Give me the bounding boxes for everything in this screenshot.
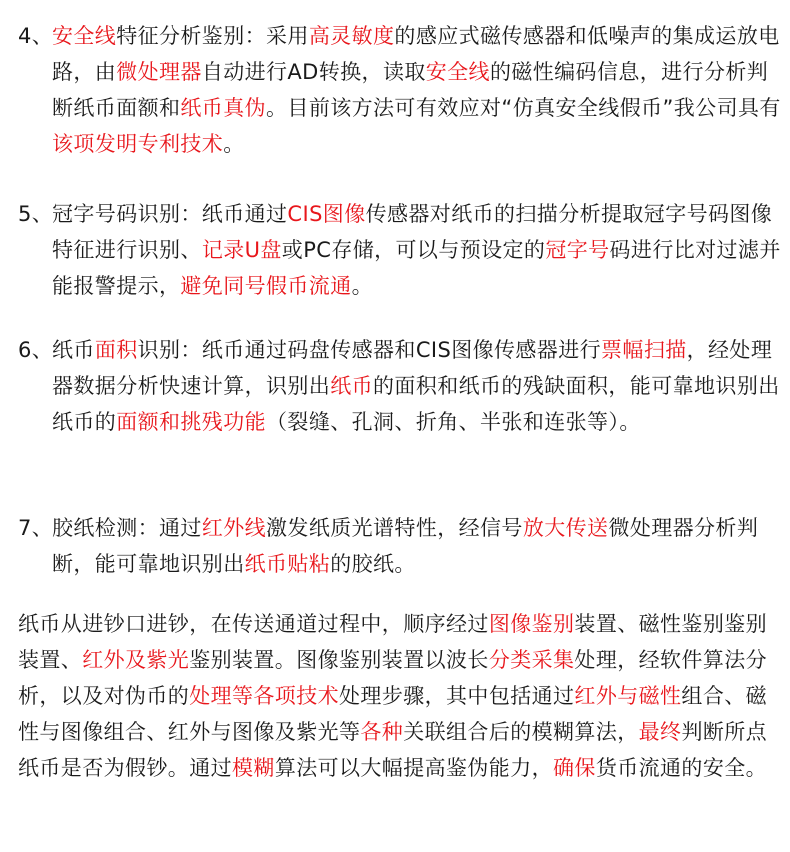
- text-segment: 微处理器: [116, 60, 202, 84]
- text-segment: 纸币贴粘: [244, 552, 331, 576]
- text-segment: 红外线: [201, 516, 267, 540]
- item-text: [52, 196, 783, 304]
- text-segment: 货币流通的安全。: [595, 756, 768, 780]
- text-segment: （裂缝、孔洞、折角、半张和连张等）。: [266, 410, 641, 434]
- text-segment: 分类采集: [488, 648, 575, 672]
- text-segment: 的磁性编码信息，进行分析判断纸币面额和: [52, 60, 769, 120]
- text-segment: 面积: [94, 338, 138, 362]
- text-segment: 传感器对纸币的扫描分析提取冠字号码图像特征进行识别、: [52, 202, 773, 262]
- text-segment: 安全线: [52, 24, 117, 48]
- text-segment: 面额和挑残功能: [116, 410, 267, 434]
- text-segment: 或PC存储，可以与预设定的: [281, 238, 546, 262]
- feature-item-area-recognition: [18, 332, 783, 440]
- item-number: 5、: [18, 202, 54, 226]
- text-segment: 的面积和纸币的残缺面积，能可靠地识别出纸币的: [52, 374, 780, 434]
- text-segment: 。: [351, 274, 374, 298]
- feature-item-security-thread: [18, 18, 783, 162]
- item-text: [52, 510, 783, 582]
- text-segment: 放大传送: [522, 516, 609, 540]
- text-segment: 。目前该方法可有效应对“仿真安全线假币”我公司具有: [266, 96, 781, 120]
- text-segment: 冠字号: [545, 238, 610, 262]
- text-segment: 的胶纸。: [330, 552, 416, 576]
- text-segment: 高灵敏度: [308, 24, 395, 48]
- text-segment: 激发纸质光谱特性，经信号: [266, 516, 523, 540]
- text-segment: 确保: [553, 756, 596, 780]
- item-text: [52, 332, 783, 440]
- text-segment: 避免同号假币流通: [180, 274, 352, 298]
- text-segment: 码进行比对过滤并能报警提示，: [52, 238, 781, 298]
- text-segment: 关联组合后的模糊算法，: [403, 720, 639, 744]
- text-segment: CIS图像: [287, 202, 366, 226]
- text-segment: 红外及紫光: [82, 648, 190, 672]
- feature-item-tape-detection: [18, 510, 783, 582]
- text-segment: 组合、磁性与图像组合、红外与图像及紫光等: [18, 684, 768, 744]
- item-number: 4、: [18, 24, 54, 48]
- item-text: [52, 18, 783, 162]
- summary-paragraph: [18, 606, 778, 786]
- text-segment: 最终: [638, 720, 682, 744]
- text-segment: 纸币: [330, 374, 374, 398]
- item-number: 6、: [18, 338, 54, 362]
- text-segment: 记录U盘: [201, 238, 282, 262]
- text-segment: ，经处理器数据分析快速计算，识别出: [52, 338, 773, 398]
- text-segment: 的感应式磁传感器和低噪声的集成运放电路，由: [52, 24, 780, 84]
- text-segment: 特征分析鉴别：采用: [116, 24, 309, 48]
- text-segment: 票幅扫描: [601, 338, 687, 362]
- text-segment: 鉴别装置。图像鉴别装置以波长: [189, 648, 489, 672]
- text-segment: 处理步骤，其中包括通过: [339, 684, 575, 708]
- text-segment: 该项发明专利技术: [52, 132, 224, 156]
- text-segment: 冠字号码识别：纸币通过: [52, 202, 288, 226]
- text-segment: 各种: [360, 720, 404, 744]
- text-segment: 模糊: [232, 756, 275, 780]
- text-segment: 自动进行AD转换，读取: [201, 60, 426, 84]
- text-segment: 图像鉴别: [488, 612, 575, 636]
- text-segment: 纸币: [52, 338, 95, 362]
- text-segment: 纸币真伪: [180, 96, 267, 120]
- item-number: 7、: [18, 516, 54, 540]
- text-segment: 微处理器分析判断，能可靠地识别出: [52, 516, 759, 576]
- text-segment: 判断所点纸币是否为假钞。通过: [18, 720, 768, 780]
- text-segment: 安全线: [425, 60, 490, 84]
- feature-item-serial-number: [18, 196, 783, 304]
- text-segment: 纸币从进钞口进钞，在传送通道过程中，顺序经过: [18, 612, 489, 636]
- text-segment: 。: [223, 132, 245, 156]
- text-segment: 装置、磁性鉴别鉴别装置、: [18, 612, 768, 672]
- text-segment: 处理等各项技术: [189, 684, 340, 708]
- text-segment: 识别：纸币通过码盘传感器和CIS图像传感器进行: [137, 338, 602, 362]
- text-segment: 红外与磁性: [574, 684, 682, 708]
- text-segment: 处理，经软件算法分析，以及对伪币的: [18, 648, 768, 708]
- text-segment: 胶纸检测：通过: [52, 516, 202, 540]
- text-segment: 算法可以大幅提高鉴伪能力，: [274, 756, 554, 780]
